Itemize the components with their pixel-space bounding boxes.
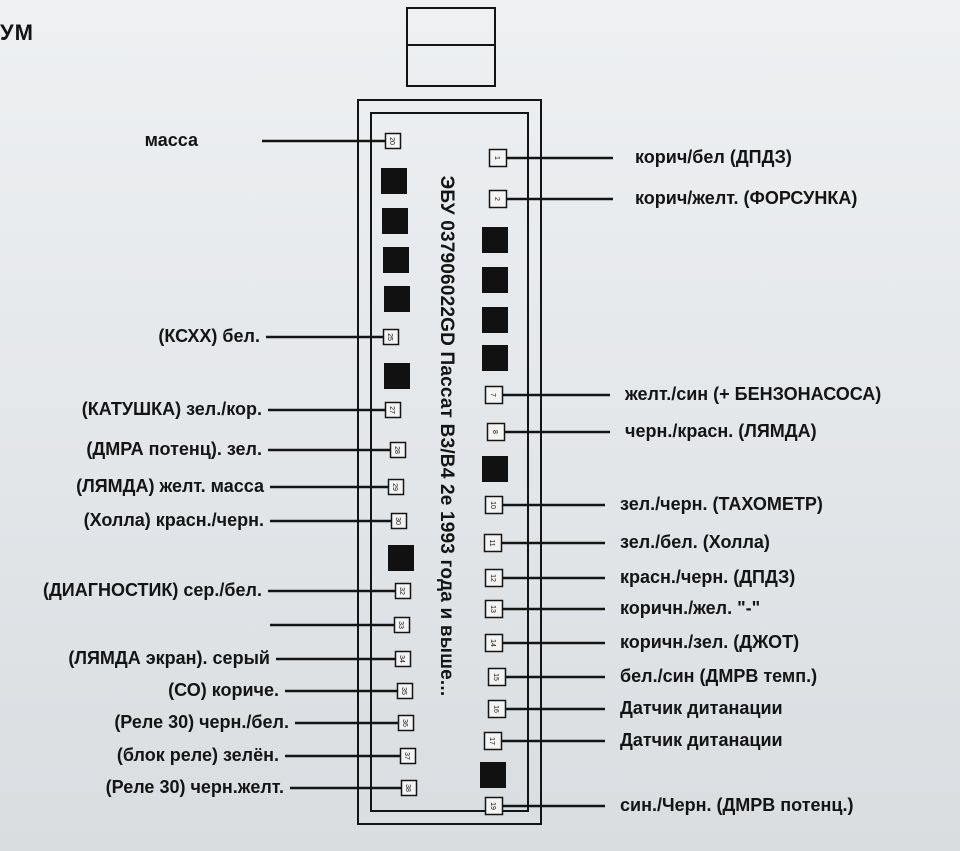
right-pin bbox=[486, 601, 606, 618]
right-pin bbox=[482, 267, 508, 293]
left-pin bbox=[384, 363, 410, 389]
pin-number: 27 bbox=[388, 406, 395, 414]
right-pin-label: красн./черн. (ДПДЗ) bbox=[620, 567, 796, 587]
unused-pin-block bbox=[384, 363, 410, 389]
left-pin bbox=[270, 618, 410, 633]
right-pin-label: зел./бел. (Холла) bbox=[620, 532, 770, 552]
unused-pin-block bbox=[382, 208, 408, 234]
right-pin bbox=[489, 701, 606, 718]
left-pin-label: (ЛЯМДА экран). серый bbox=[68, 648, 270, 668]
left-pin bbox=[268, 443, 406, 458]
pin-number: 25 bbox=[386, 333, 393, 341]
pin-number: 38 bbox=[404, 784, 411, 792]
ecu-title: ЭБУ 037906022GD Пассат В3/В4 2е 1993 года и выше... bbox=[436, 175, 457, 697]
right-pin bbox=[482, 345, 508, 371]
left-pin-label: (КАТУШКА) зел./кор. bbox=[81, 399, 262, 419]
right-pin bbox=[486, 635, 606, 652]
right-pin bbox=[488, 424, 611, 441]
pin-number: 37 bbox=[403, 752, 410, 760]
pin-number: 7 bbox=[489, 393, 496, 397]
right-pin bbox=[485, 733, 606, 750]
right-pin bbox=[486, 387, 611, 404]
right-pin-label: желт./син (+ БЕНЗОНАСОСА) bbox=[625, 384, 882, 404]
left-pin bbox=[285, 684, 413, 699]
left-pin-label: (блок реле) зелён. bbox=[116, 745, 279, 765]
right-pin-label: зел./черн. (ТАХОМЕТР) bbox=[620, 494, 823, 514]
pin-number: 17 bbox=[488, 737, 495, 745]
right-pin bbox=[482, 307, 508, 333]
pin-number: 1 bbox=[493, 156, 500, 160]
left-pin-label: (СО) кориче. bbox=[168, 680, 279, 700]
left-pin-label: (ДИАГНОСТИК) сер./бел. bbox=[42, 580, 262, 600]
left-pin bbox=[268, 403, 401, 418]
right-pin bbox=[486, 570, 606, 587]
right-pin-label: корич/желт. (ФОРСУНКА) bbox=[635, 188, 858, 208]
left-pin bbox=[290, 781, 417, 796]
left-pin bbox=[383, 247, 409, 273]
right-pin-label: черн./красн. (ЛЯМДА) bbox=[625, 421, 817, 441]
unused-pin-block bbox=[482, 345, 508, 371]
right-pin bbox=[485, 535, 606, 552]
left-pin bbox=[384, 286, 410, 312]
pin-number: 33 bbox=[397, 621, 404, 629]
right-pin bbox=[486, 497, 606, 514]
left-pin bbox=[262, 134, 401, 149]
pin-number: 2 bbox=[493, 197, 500, 201]
pin-number: 13 bbox=[489, 605, 496, 613]
right-pin-label: Датчик дитанации bbox=[620, 730, 783, 750]
pin-number: 16 bbox=[492, 705, 499, 713]
right-pin bbox=[482, 456, 508, 482]
right-pin bbox=[482, 227, 508, 253]
left-pin-label: (ЛЯМДА) желт. масса bbox=[76, 476, 264, 496]
pin-number: 29 bbox=[391, 483, 398, 491]
right-pin-label: корич/бел (ДПДЗ) bbox=[635, 147, 792, 167]
left-pin bbox=[268, 584, 411, 599]
right-pin-label: коричн./жел. "-" bbox=[620, 598, 761, 618]
right-pin bbox=[490, 150, 614, 167]
left-pin bbox=[270, 514, 407, 529]
left-pin bbox=[382, 208, 408, 234]
right-pin-column bbox=[480, 150, 613, 815]
left-pin-label: (Реле 30) черн./бел. bbox=[114, 712, 289, 732]
left-pin-label: (Реле 30) черн.желт. bbox=[105, 777, 284, 797]
right-pin bbox=[489, 669, 606, 686]
left-pin-label: масса bbox=[144, 130, 198, 150]
unused-pin-block bbox=[482, 456, 508, 482]
pin-number: 15 bbox=[492, 673, 499, 681]
pin-number: 12 bbox=[489, 574, 496, 582]
left-pin bbox=[388, 545, 414, 571]
unused-pin-block bbox=[482, 227, 508, 253]
unused-pin-block bbox=[388, 545, 414, 571]
pin-number: 34 bbox=[398, 655, 405, 663]
pin-number: 35 bbox=[400, 687, 407, 695]
pin-number: 11 bbox=[488, 539, 495, 547]
left-pin bbox=[266, 330, 399, 345]
left-pin bbox=[276, 652, 411, 667]
pin-number: 28 bbox=[393, 446, 400, 454]
unused-pin-block bbox=[383, 247, 409, 273]
left-pin bbox=[285, 749, 416, 764]
pin-number: 36 bbox=[401, 719, 408, 727]
unused-pin-block bbox=[480, 762, 506, 788]
pin-number: 32 bbox=[398, 587, 405, 595]
unused-pin-block bbox=[381, 168, 407, 194]
right-pin bbox=[490, 191, 614, 208]
left-pin bbox=[381, 168, 407, 194]
unused-pin-block bbox=[384, 286, 410, 312]
pin-number: 30 bbox=[394, 517, 401, 525]
unused-pin-block bbox=[482, 307, 508, 333]
corner-heading-fragment: УМ bbox=[0, 20, 35, 45]
left-pin bbox=[295, 716, 414, 731]
left-pin-label: (ДМРА потенц). зел. bbox=[86, 439, 262, 459]
left-pin-label: (КСХХ) бел. bbox=[158, 326, 260, 346]
pin-number: 8 bbox=[491, 430, 498, 434]
pin-number: 19 bbox=[489, 802, 496, 810]
right-pin-label: син./Черн. (ДМРВ потенц.) bbox=[620, 795, 854, 815]
right-pin-label: коричн./зел. (ДЖОТ) bbox=[620, 632, 800, 652]
left-pin bbox=[270, 480, 404, 495]
left-pin-label: (Холла) красн./черн. bbox=[83, 510, 264, 530]
right-pin-label: бел./син (ДМРВ темп.) bbox=[620, 666, 818, 686]
pin-number: 14 bbox=[489, 639, 496, 647]
pin-number: 10 bbox=[489, 501, 496, 509]
unused-pin-block bbox=[482, 267, 508, 293]
connector-top-tab bbox=[407, 8, 495, 86]
pin-number: 20 bbox=[388, 137, 395, 145]
right-pin-label: Датчик дитанации bbox=[620, 698, 783, 718]
right-pin bbox=[480, 762, 506, 788]
left-pin-column bbox=[262, 134, 417, 796]
